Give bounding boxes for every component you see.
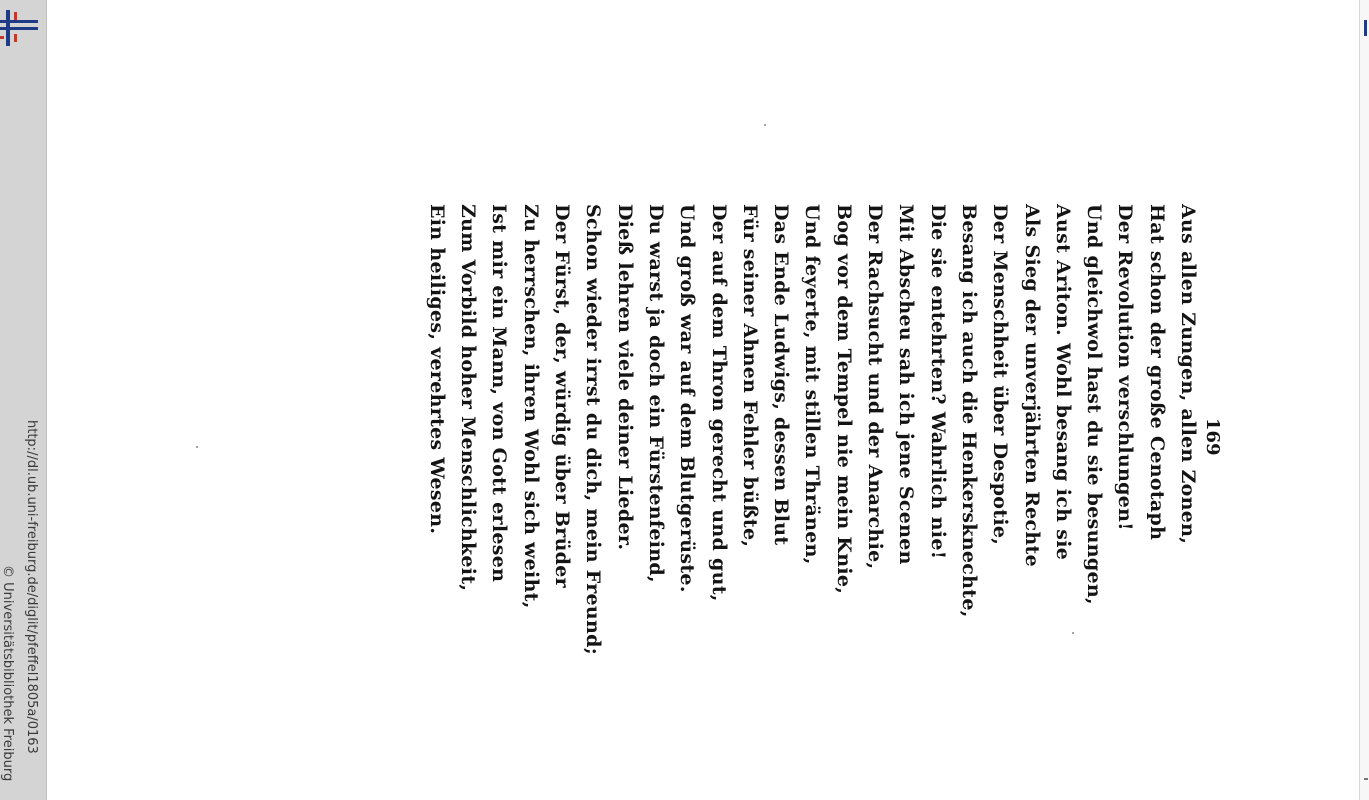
source-url[interactable]: http://dl.ub.uni-freiburg.de/diglit/pfeffel1805a/0163	[24, 420, 39, 754]
page-edge	[1359, 0, 1369, 800]
poem-line: Und gleichwol hast du sie besungen,	[1083, 204, 1106, 605]
poem-line: Zum Vorbild hoher Menschlichkeit,	[457, 204, 480, 592]
scan-speck	[764, 124, 766, 126]
poem-line: Der auf dem Thron gerecht und gut,	[707, 204, 730, 602]
poem-line: Dieß lehren viele deiner Lieder.	[613, 204, 636, 551]
poem-line: Ein heiliges, verehrtes Wesen.	[425, 204, 448, 535]
poem-line: Der Rachsucht und der Anarchie,	[864, 204, 886, 570]
poem-line: Zu herrschen, ihren Wohl sich weiht,	[519, 204, 542, 609]
viewer-sidebar	[0, 0, 47, 800]
poem-line: Als Sieg der unverjährten Rechte	[1020, 204, 1043, 567]
poem-line: Aust Ariton. Wohl besang ich sie	[1051, 204, 1074, 561]
university-logo-icon[interactable]	[0, 10, 40, 50]
edge-marker-icon	[1364, 20, 1367, 36]
poem-line: Und feyerte, mit stillen Thränen,	[801, 204, 824, 565]
poem-line: Für seiner Ahnen Fehler büßte,	[738, 204, 761, 548]
poem-line: Das Ende Ludwigs, dessen Blut	[770, 204, 793, 546]
poem-line: Und groß war auf dem Blutgerüste.	[676, 204, 699, 593]
poem-line: Die sie entehrten? Wahrlich nie!	[926, 204, 949, 560]
poem-line: Hat schon der große Cenotaph	[1145, 204, 1168, 541]
poem-line: Bog vor dem Tempel nie mein Knie,	[832, 204, 855, 595]
poem-line: Ist mir ein Mann, von Gott erlesen	[488, 204, 511, 583]
poem-line: Du warst ja doch ein Fürstenfeind,	[644, 204, 667, 583]
scan-speck	[1072, 632, 1074, 634]
poem-line: Der Fürst, der, würdig über Brüder	[551, 204, 573, 588]
copyright-notice: © Universitätsbibliothek Freiburg	[0, 565, 15, 782]
poem-line: Der Menschheit über Despotie,	[989, 204, 1012, 546]
poem-line: Schon wieder irrst du dich, mein Freund;	[582, 204, 605, 656]
edge-dot	[1364, 778, 1368, 780]
poem-line: Mit Abscheu sah ich jene Scenen	[895, 204, 918, 565]
page-number: 169	[1202, 418, 1223, 456]
poem-line: Der Revolution verschlungen!	[1114, 204, 1137, 531]
poem-line: Aus allen Zungen, allen Zonen,	[1177, 204, 1199, 545]
scan-speck	[196, 446, 198, 448]
poem-line: Besang ich auch die Henkersknechte,	[957, 204, 980, 618]
